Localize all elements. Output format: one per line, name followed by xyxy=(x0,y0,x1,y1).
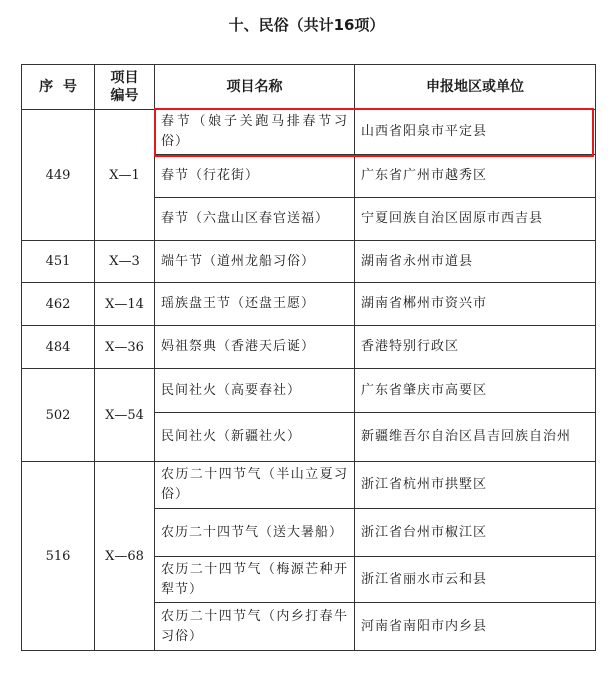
table-row xyxy=(22,110,596,155)
item-code: Ⅹ—3 xyxy=(95,241,155,283)
item-name: 民间社火（高要春社） xyxy=(155,369,355,413)
col-header-code: 项目 编号 xyxy=(95,65,155,110)
item-name: 春节（六盘山区春官送福） xyxy=(155,198,355,241)
row-number: 502 xyxy=(22,369,95,462)
table-row xyxy=(22,326,596,369)
item-code: Ⅹ—1 xyxy=(95,110,155,241)
item-code: Ⅹ—14 xyxy=(95,283,155,326)
row-number: 462 xyxy=(22,283,95,326)
col-header-region: 申报地区或单位 xyxy=(355,65,596,110)
item-region: 浙江省台州市椒江区 xyxy=(355,509,596,557)
table-row xyxy=(22,369,596,413)
row-number: 516 xyxy=(22,462,95,651)
item-region: 浙江省杭州市拱墅区 xyxy=(355,462,596,509)
table-row xyxy=(22,283,596,326)
item-region: 广东省肇庆市高要区 xyxy=(355,369,596,413)
item-code: Ⅹ—36 xyxy=(95,326,155,369)
item-name: 瑶族盘王节（还盘王愿） xyxy=(155,283,355,326)
table-row xyxy=(22,462,596,509)
item-region: 宁夏回族自治区固原市西吉县 xyxy=(355,198,596,241)
row-number: 449 xyxy=(22,110,95,241)
item-region: 河南省南阳市内乡县 xyxy=(355,603,596,651)
col-header-name: 项目名称 xyxy=(155,65,355,110)
item-region: 浙江省丽水市云和县 xyxy=(355,557,596,603)
item-name: 农历二十四节气（送大暑船） xyxy=(155,509,355,557)
item-name: 民间社火（新疆社火） xyxy=(155,413,355,462)
item-name: 端午节（道州龙船习俗） xyxy=(155,241,355,283)
row-number: 451 xyxy=(22,241,95,283)
item-name: 农历二十四节气（半山立夏习俗） xyxy=(155,462,355,509)
item-code: Ⅹ—68 xyxy=(95,462,155,651)
item-name: 农历二十四节气（内乡打春牛习俗） xyxy=(155,603,355,651)
item-name: 春节（行花街） xyxy=(155,155,355,198)
section-title: 十、民俗（共计16项） xyxy=(228,16,385,34)
header-row xyxy=(22,65,596,110)
item-name: 春节（娘子关跑马排春节习俗） xyxy=(155,110,355,155)
item-region: 湖南省郴州市资兴市 xyxy=(355,283,596,326)
item-region: 山西省阳泉市平定县 xyxy=(355,110,596,155)
item-name: 农历二十四节气（梅源芒种开犁节） xyxy=(155,557,355,603)
table-row xyxy=(22,241,596,283)
item-region: 湖南省永州市道县 xyxy=(355,241,596,283)
heritage-table xyxy=(21,64,596,651)
item-region: 广东省广州市越秀区 xyxy=(355,155,596,198)
row-number: 484 xyxy=(22,326,95,369)
item-name: 妈祖祭典（香港天后诞） xyxy=(155,326,355,369)
item-region: 新疆维吾尔自治区昌吉回族自治州 xyxy=(355,413,596,462)
item-region: 香港特别行政区 xyxy=(355,326,596,369)
item-code: Ⅹ—54 xyxy=(95,369,155,462)
col-header-no: 序 号 xyxy=(22,65,95,110)
